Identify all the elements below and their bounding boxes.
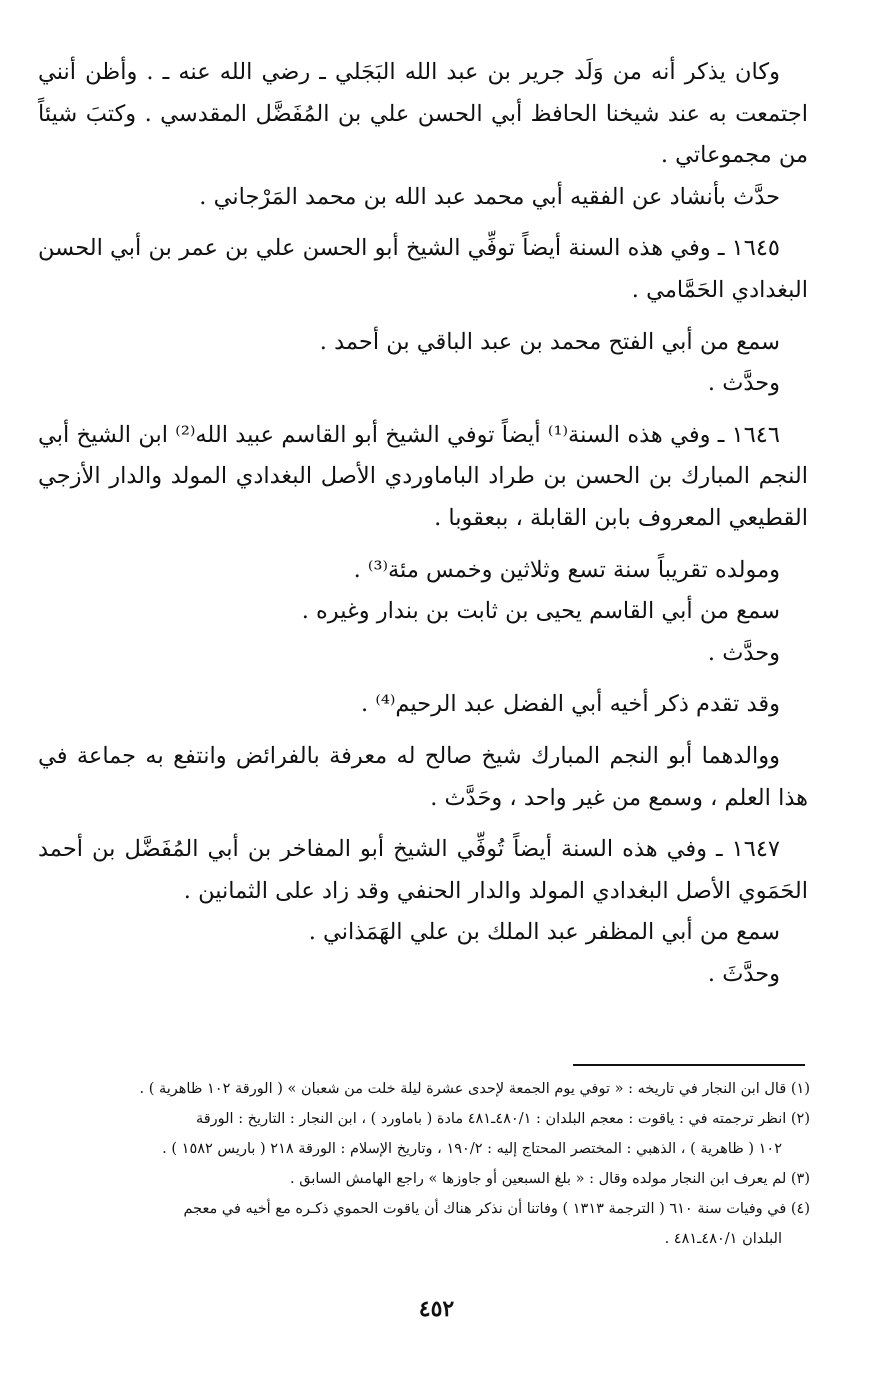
paragraph: وقد تقدم ذكر أخيه أبي الفضل عبد الرحيم⁽⁴⁾ . bbox=[361, 691, 780, 718]
footnote-3: (٣) لم يعرف ابن النجار مولده وقال : « بلغ السبعين أو جاوزها » راجع الهامش السابق . bbox=[290, 1171, 810, 1187]
paragraph: وحدَّث . bbox=[707, 639, 780, 666]
paragraph: وحدَّث . bbox=[707, 370, 780, 397]
footnote-1: (١) قال ابن النجار في تاريخه : « توفي يوم الجمعة لإحدى عشرة ليلة خلت من شعبان » ( الورقة ١٠٢ ظاهرية ) . bbox=[139, 1081, 810, 1097]
paragraph: سمع من أبي الفتح محمد بن عبد الباقي بن أحمد . bbox=[319, 328, 780, 355]
entry-1646: ١٦٤٦ ـ وفي هذه السنة⁽¹⁾ أيضاً توفي الشيخ أبو القاسم عبيد الله⁽²⁾ ابن الشيخ أبي النجم المبارك بن الحسن بن طراد الباماوردي الأصل البغدادي المولد والدار الأزجي القطيعي المعروف بابن القابلة ، ببعقوبا . bbox=[38, 421, 808, 531]
footnotes bbox=[30, 1074, 810, 1254]
footnote-2: (٢) انظر ترجمته في : ياقوت : معجم البلدان : ٤٨٠/١ـ٤٨١ مادة ( باماورد ) ، ابن النجار : التاريخ : الورقة bbox=[195, 1111, 810, 1127]
paragraph: حدَّث بأنشاد عن الفقيه أبي محمد عبد الله بن محمد المَرْجاني . bbox=[199, 183, 780, 210]
entry-1647: ١٦٤٧ ـ وفي هذه السنة أيضاً تُوفِّي الشيخ أبو المفاخر بن أبي المُفَضَّل بن أحمد الحَمَوي الأصل البغدادي المولد والدار الحنفي وقد زاد على الثمانين . bbox=[38, 836, 808, 904]
footnote-4: (٤) في وفيات سنة ٦١٠ ( الترجمة ١٣١٣ ) وفاتنا أن نذكر هناك أن ياقوت الحموي ذكـره مع أخيه في معجم bbox=[183, 1201, 810, 1217]
paragraph: سمع من أبي المظفر عبد الملك بن علي الهَمَذاني . bbox=[308, 919, 780, 946]
paragraph: ومولده تقريباً سنة تسع وثلاثين وخمس مئة⁽³⁾ . bbox=[353, 556, 780, 583]
entry-1645: ١٦٤٥ ـ وفي هذه السنة أيضاً توفِّي الشيخ أبو الحسن علي بن عمر بن أبي الحسن البغدادي الحَمَّامي . bbox=[38, 235, 808, 303]
paragraph: وحدَّثَ . bbox=[707, 960, 780, 987]
main-text bbox=[38, 52, 808, 995]
paragraph: وكان يذكر أنه من وَلَد جرير بن عبد الله البَجَلي ـ رضي الله عنه ـ . وأظن أنني اجتمعت به عند شيخنا الحافظ أبي الحسن علي بن المُفَضَّل المقدسي . وكتبَ شيئاً من مجموعاتي . bbox=[38, 59, 808, 169]
page-number: ٤٥٢ bbox=[418, 1296, 455, 1322]
paragraph: ووالدهما أبو النجم المبارك شيخ صالح له معرفة بالفرائض وانتفع به جماعة في هذا العلم ، وسمع من غير واحد ، وحَدَّث . bbox=[38, 742, 808, 811]
footnote-4-continued: البلدان ٤٨٠/١ـ٤٨١ . bbox=[664, 1231, 782, 1247]
footnote-divider bbox=[573, 1064, 805, 1066]
paragraph: سمع من أبي القاسم يحيى بن ثابت بن بندار وغيره . bbox=[301, 598, 780, 625]
footnote-2-continued: ١٠٢ ( ظاهرية ) ، الذهبي : المختصر المحتاج إليه : ١٩٠/٢ ، وتاريخ الإسلام : الورقة ٢١٨ ( باريس ١٥٨٢ ) . bbox=[162, 1141, 782, 1157]
